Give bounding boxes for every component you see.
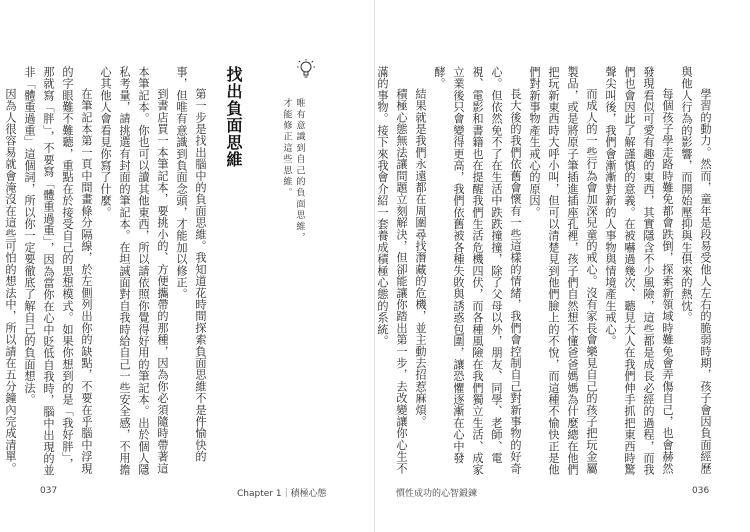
left-page-number: 037: [40, 486, 58, 496]
right-body-text: [376, 66, 715, 476]
chapter-label: Chapter 1｜積極心態: [237, 489, 327, 499]
right-paragraph: 而成人的一些行為會加深兒童的戒心。沒有家長會樂見自己的孩子把玩金屬製品，或是將原子筆插進插座孔裡，孩子們自然想不懂爸爸媽媽為什麼總在他們把玩新東西時大呼小叫，但可以清楚見到他們臉上的不悅，而這種不愉快正是他們對新事物產生戒心的原因。: [528, 66, 598, 476]
right-page: [375, 0, 750, 532]
right-paragraph: 結果就是我們永遠都在周圍尋找潛藏的危機，並主動去招惹麻煩。: [414, 88, 427, 428]
section-title: 找出負面思維: [224, 66, 243, 168]
right-paragraph: 學習的動力。然而，童年是段易受他人左右的脆弱時期，孩子會因負面經歷與他人行為的影響，而開始壓抑與生俱來的熱忱。: [680, 66, 712, 475]
handwritten-note-line: 唯有意識到自己的負面思維，: [294, 98, 305, 244]
left-paragraph: 因為人很容易就會淹沒在這些可怕的想法中，所以請在五分鐘內完成清單。: [4, 88, 17, 475]
left-paragraph: 第一步是找出腦中的負面思維。我知道花時間探索負面思維不是件愉快的事，但唯有意識到負面念頭，才能加以修正。: [175, 66, 207, 463]
handwritten-note-line: 才能修正這些思維。: [281, 98, 292, 199]
right-page-number: 036: [692, 486, 710, 496]
book-title: 慣性成功的心智鍛鍊: [396, 489, 478, 499]
lightbulb-icon: [296, 58, 316, 80]
handwritten-note: [280, 98, 306, 244]
right-paragraph: 積極心態無法讓問題立刻解決，但卻能讓你踏出第一步，去改變讓你心生不滿的事物。接下來我會介紹一套養成積極心態的系統。: [376, 66, 408, 475]
left-paragraph: 到書店買一本筆記本，要挑小的、方便攜帶的那種，因為你必須隨時帶著這本筆記本。你也可以讀其他東西，所以請依照你覺得好用的筆記本。出於個人隱私考量，請挑選有封面的筆記本。在坦誠面對自我時給自己一些安全感，不用擔心其他人會看見你寫了什麼。: [99, 66, 169, 476]
right-paragraph: 長大後的我們依舊會懷有一些這樣的情緒，我們會控制自己對新事物的好奇心。但依然免不了在生活中跌跌撞撞，除了父母以外，朋友、同學、老師、電視、電影和書籍也在提醒我們生活危機四伏，而各種風險在我們獨立生活、成家立業後只會變得更高，我們依舊被各種失敗與誘惑包圍，讓恐懼逐漸在心中發酵。: [433, 66, 522, 476]
right-paragraph: 每個孩子學走路時難免都會跌倒，探索新領域時難免會弄傷自己，也會赫然發現看似可愛有趣的東西，其實隱含不少風險，這些都是成長必經的過程，而我們也會因此了解謹慎的意義。在被嚇過幾次、聽見大人在我們伸手抓把東西時驚聲尖叫後，我們會漸漸對新的人事物與情境產生戒心。: [604, 66, 674, 476]
left-body-text: [4, 66, 210, 476]
left-paragraph: 在筆記本第一頁中間畫條分隔線，於左側列出你的缺點，不要在乎腦中浮現的字眼難不難聽，重點在於接受自己的思想模式。如果你想到的是「我好胖」，那就寫「胖」，不要寫「體重過重」，因為當你在心中貶低自我時，腦中出現的並非「體重過重」這個詞，所以你一定要徹底了解自己的負面想法。: [23, 66, 93, 476]
